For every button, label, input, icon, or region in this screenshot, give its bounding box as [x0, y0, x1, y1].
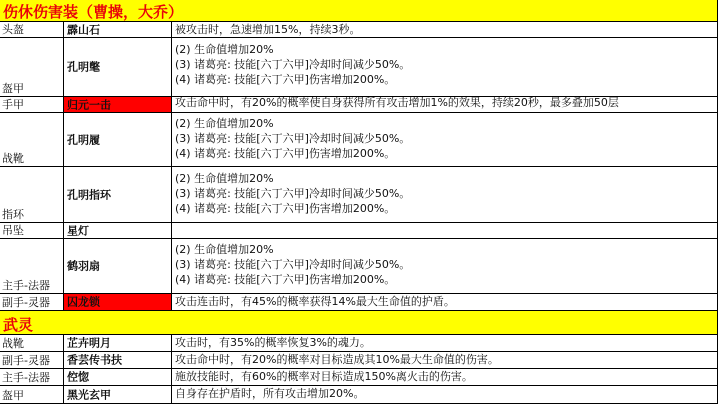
item-name: 霹山石	[67, 23, 100, 36]
slot-label: 手甲	[2, 98, 24, 111]
desc-line: (2) 生命值增加20%	[175, 172, 274, 185]
item-cell-b-mainhand[interactable]	[64, 369, 172, 386]
desc-line: (4) 诸葛亮: 技能[六丁六甲]伤害增加200%。	[175, 273, 396, 286]
desc-line: (4) 诸葛亮: 技能[六丁六甲]伤害增加200%。	[175, 73, 396, 86]
desc-line: 攻击命中时，有20%的概率使自身获得所有攻击增加1%的效果，持续20秒，最多叠加50层	[175, 97, 619, 109]
sheet-title: 伤休伤害装（曹操，大乔）	[3, 3, 184, 21]
desc-cell-ring[interactable]	[172, 167, 718, 223]
slot-label: 战靴	[2, 152, 24, 165]
slot-label: 副手-灵器	[2, 296, 50, 309]
slot-label: 主手-法器	[2, 371, 50, 384]
slot-cell-helmet[interactable]	[0, 22, 64, 38]
desc-cell-armor[interactable]	[172, 38, 718, 97]
slot-label: 盔甲	[2, 82, 24, 95]
desc-cell-b-offhand[interactable]	[172, 352, 718, 369]
desc-cell-boots[interactable]	[172, 113, 718, 167]
item-name: 鹤羽扇	[67, 259, 100, 273]
item-name: 星灯	[67, 224, 89, 237]
desc-cell-helmet[interactable]	[172, 22, 718, 38]
item-cell-b-offhand[interactable]	[64, 352, 172, 369]
item-cell-offhand[interactable]	[64, 294, 172, 311]
desc-line: 攻击连击时，有45%的概率获得14%最大生命值的护盾。	[175, 295, 455, 308]
slot-cell-b-boots[interactable]	[0, 335, 64, 352]
item-name: 芷卉明月	[67, 336, 111, 350]
slot-label: 头盔	[2, 23, 24, 36]
desc-cell-mainhand[interactable]	[172, 239, 718, 294]
desc-line: 攻击命中时，有20%的概率对目标造成其10%最大生命值的伤害。	[175, 353, 499, 366]
item-name: 囚龙锁	[67, 295, 100, 309]
desc-cell-pendant[interactable]	[172, 223, 718, 239]
slot-label: 副手-灵器	[2, 354, 50, 367]
desc-line: 施放技能时，有60%的概率对目标造成150%离火击的伤害。	[175, 370, 473, 383]
desc-line: (3) 诸葛亮: 技能[六丁六甲]冷却时间减少50%。	[175, 187, 411, 200]
slot-label: 指环	[2, 208, 24, 221]
section-header	[0, 311, 718, 335]
slot-cell-ring[interactable]	[0, 167, 64, 223]
item-name: 孔明氅	[67, 60, 100, 74]
desc-line: (3) 诸葛亮: 技能[六丁六甲]冷却时间减少50%。	[175, 58, 411, 71]
desc-line: (2) 生命值增加20%	[175, 243, 274, 256]
desc-line: (2) 生命值增加20%	[175, 117, 274, 130]
desc-line: (3) 诸葛亮: 技能[六丁六甲]冷却时间减少50%。	[175, 258, 411, 271]
item-name: 孔明指环	[67, 188, 111, 201]
item-cell-gauntlet[interactable]	[64, 97, 172, 113]
slot-cell-b-mainhand[interactable]	[0, 369, 64, 386]
item-cell-ring[interactable]	[64, 167, 172, 223]
item-cell-b-armor[interactable]	[64, 386, 172, 404]
item-cell-b-boots[interactable]	[64, 335, 172, 352]
item-cell-helmet[interactable]	[64, 22, 172, 38]
desc-line: 攻击时，有35%的概率恢复3%的魂力。	[175, 336, 371, 349]
item-cell-boots[interactable]	[64, 113, 172, 167]
section-title: 武灵	[3, 316, 34, 334]
item-cell-armor[interactable]	[64, 38, 172, 97]
slot-label: 主手-法器	[2, 279, 50, 292]
slot-label: 盔甲	[2, 389, 24, 402]
item-name: 香芸传书扶	[67, 353, 122, 367]
slot-cell-gauntlet[interactable]	[0, 97, 64, 113]
desc-cell-b-boots[interactable]	[172, 335, 718, 352]
item-cell-mainhand[interactable]	[64, 239, 172, 294]
desc-line: (4) 诸葛亮: 技能[六丁六甲]伤害增加200%。	[175, 147, 396, 160]
desc-line: 自身存在护盾时，所有攻击增加20%。	[175, 387, 365, 400]
item-name: 归元一击	[67, 98, 111, 111]
slot-cell-armor[interactable]	[0, 38, 64, 97]
desc-line: 被攻击时，急速增加15%，持续3秒。	[175, 23, 361, 36]
item-name: 黑光玄甲	[67, 388, 111, 401]
desc-line	[175, 223, 717, 238]
desc-cell-gauntlet[interactable]	[172, 97, 718, 113]
desc-cell-b-armor[interactable]	[172, 386, 718, 404]
item-name: 倥惚	[67, 370, 89, 384]
item-cell-pendant[interactable]	[64, 223, 172, 239]
slot-cell-b-offhand[interactable]	[0, 352, 64, 369]
sheet-title-bar	[0, 0, 718, 22]
slot-label: 战靴	[2, 337, 24, 350]
desc-line: (4) 诸葛亮: 技能[六丁六甲]伤害增加200%。	[175, 202, 396, 215]
desc-cell-offhand[interactable]	[172, 294, 718, 311]
desc-cell-b-mainhand[interactable]	[172, 369, 718, 386]
slot-cell-mainhand[interactable]	[0, 239, 64, 294]
desc-line: (2) 生命值增加20%	[175, 43, 274, 56]
item-name: 孔明履	[67, 133, 100, 146]
slot-cell-boots[interactable]	[0, 113, 64, 167]
slot-cell-pendant[interactable]	[0, 223, 64, 239]
slot-cell-b-armor[interactable]	[0, 386, 64, 404]
desc-line: (3) 诸葛亮: 技能[六丁六甲]冷却时间减少50%。	[175, 132, 411, 145]
slot-cell-offhand[interactable]	[0, 294, 64, 311]
slot-label: 吊坠	[2, 224, 24, 237]
